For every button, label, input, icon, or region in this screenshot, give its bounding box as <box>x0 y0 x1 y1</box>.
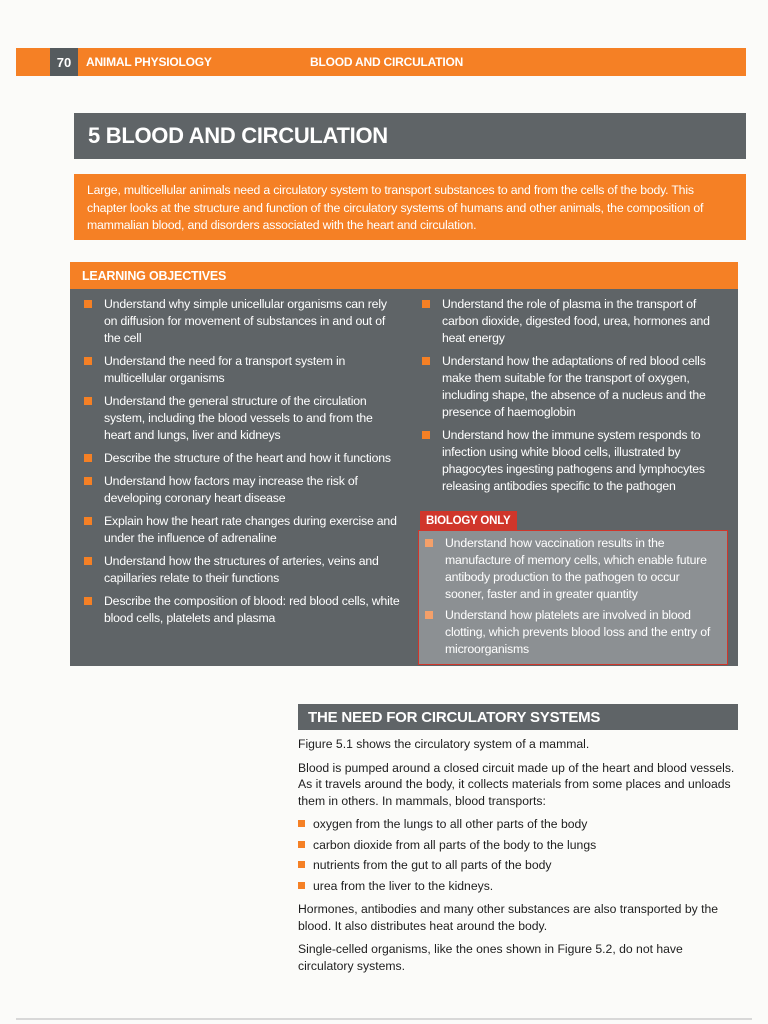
objectives-right-column <box>420 296 730 665</box>
running-header <box>16 48 746 76</box>
biology-only-item: Understand how vaccination results in the manufacture of memory cells, which enable future antibody production to the pathogen to occur sooner, faster and in greater quantity <box>423 535 721 603</box>
objective-item: Understand how the adaptations of red blood cells make them suitable for the transport of oxygen, including shape, the absence of a nucleus and the presence of haemoglobin <box>420 353 730 421</box>
bullet-square-icon <box>425 611 433 619</box>
objective-item: Describe the composition of blood: red blood cells, white blood cells, platelets and plasma <box>82 593 402 627</box>
running-header-right: BLOOD AND CIRCULATION <box>310 55 464 69</box>
biology-only-item: Understand how platelets are involved in blood clotting, which prevents blood loss and the entry of microorganisms <box>423 607 721 658</box>
objectives-left-column <box>82 296 402 633</box>
objective-item: Understand how the immune system responds to infection using white blood cells, illustrated by phagocytes ingesting pathogens and lymphocytes releasing antibodies specific to the pathogen <box>420 427 730 495</box>
bullet-square-icon <box>422 431 430 439</box>
section-body <box>298 736 738 981</box>
body-paragraph: Single-celled organisms, like the ones shown in Figure 5.2, do not have circulatory systems. <box>298 942 683 973</box>
running-header-left: ANIMAL PHYSIOLOGY <box>86 55 212 69</box>
objective-item: Understand the need for a transport system in multicellular organisms <box>82 353 402 387</box>
learning-objectives-heading: LEARNING OBJECTIVES <box>70 262 738 289</box>
objective-item: Understand the role of plasma in the transport of carbon dioxide, digested food, urea, hormones and heat energy <box>420 296 730 347</box>
objective-item: Explain how the heart rate changes during exercise and under the influence of adrenaline <box>82 513 402 547</box>
bullet-square-icon <box>425 539 433 547</box>
body-paragraph: Hormones, antibodies and many other substances are also transported by the blood. It also distributes heat around the body. <box>298 902 719 933</box>
bullet-square-icon <box>422 300 430 308</box>
biology-only-box <box>418 530 728 665</box>
body-paragraph: Figure 5.1 shows the circulatory system of a mammal. <box>298 737 590 751</box>
page-number: 70 <box>50 48 78 76</box>
chapter-title: 5 BLOOD AND CIRCULATION <box>88 123 388 148</box>
bullet-square-icon <box>422 357 430 365</box>
list-item: carbon dioxide from all parts of the body to the lungs <box>298 837 738 854</box>
footer-divider <box>16 1018 752 1020</box>
section-title: THE NEED FOR CIRCULATORY SYSTEMS <box>308 708 601 726</box>
section-heading-bar <box>298 704 738 730</box>
bullet-square-icon <box>84 454 92 462</box>
objective-item: Understand how factors may increase the risk of developing coronary heart disease <box>82 473 402 507</box>
chapter-intro: Large, multicellular animals need a circulatory system to transport substances to and from the cells of the body. This chapter looks at the structure and function of the circulatory systems of humans and other animals, the composition of mammalian blood, and disorders associated with the heart and circulation. <box>74 174 746 240</box>
biology-only-label: BIOLOGY ONLY <box>420 511 517 530</box>
objective-item: Understand how the structures of arteries, veins and capillaries relate to their functions <box>82 553 402 587</box>
list-item: urea from the liver to the kidneys. <box>298 878 738 895</box>
bullet-square-icon <box>84 597 92 605</box>
list-item: nutrients from the gut to all parts of the body <box>298 857 738 874</box>
bullet-square-icon <box>84 357 92 365</box>
bullet-square-icon <box>84 477 92 485</box>
objective-item: Understand why simple unicellular organisms can rely on diffusion for movement of substances in and out of the cell <box>82 296 402 347</box>
objective-item: Describe the structure of the heart and how it functions <box>82 450 402 467</box>
objective-item: Understand the general structure of the circulation system, including the blood vessels to and from the heart and lungs, liver and kidneys <box>82 393 402 444</box>
chapter-title-bar <box>74 113 746 159</box>
bullet-square-icon <box>298 861 305 868</box>
bullet-square-icon <box>298 882 305 889</box>
transport-list <box>298 816 738 894</box>
bullet-square-icon <box>84 397 92 405</box>
list-item: oxygen from the lungs to all other parts of the body <box>298 816 738 833</box>
bullet-square-icon <box>298 841 305 848</box>
body-paragraph: Blood is pumped around a closed circuit made up of the heart and blood vessels. As it travels around the body, it collects materials from some places and unloads them in others. In mammals, blood transports: <box>298 760 735 808</box>
learning-objectives-box <box>70 262 738 666</box>
bullet-square-icon <box>298 820 305 827</box>
bullet-square-icon <box>84 517 92 525</box>
bullet-square-icon <box>84 557 92 565</box>
bullet-square-icon <box>84 300 92 308</box>
